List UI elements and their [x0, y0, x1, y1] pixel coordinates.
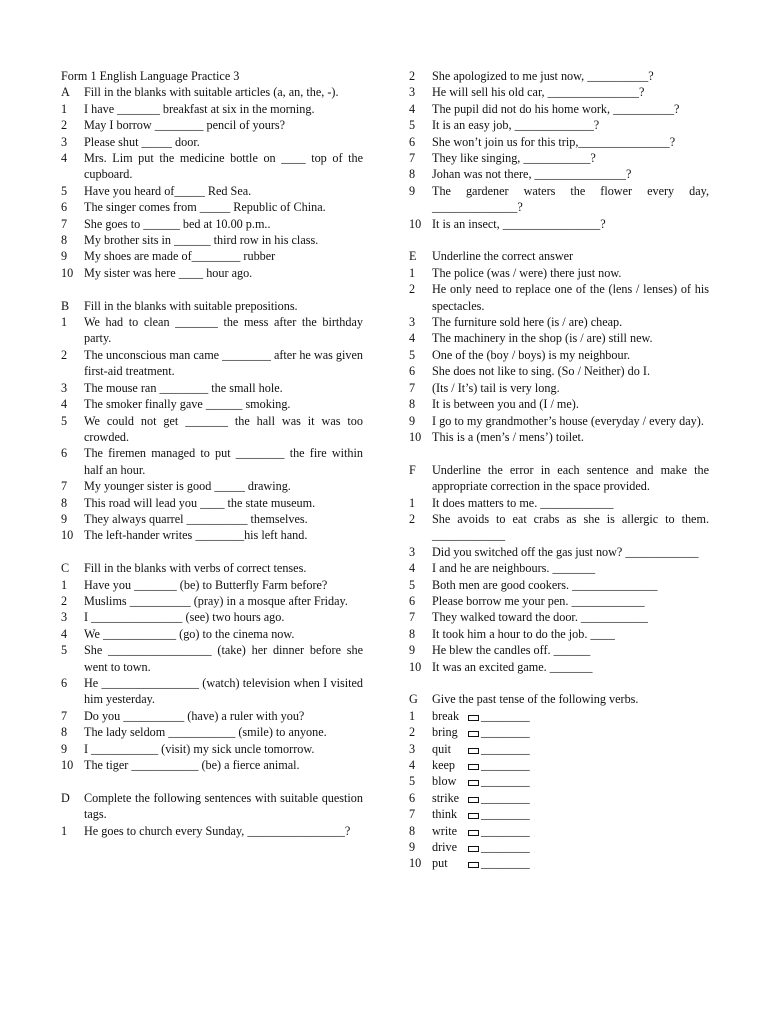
verb-word: blow	[432, 774, 457, 789]
question-number: 2	[61, 347, 68, 362]
question-text: We could not get _______ the hall was it was too crowded.	[84, 413, 363, 444]
verb-item	[409, 806, 709, 822]
answer-blank	[468, 855, 709, 871]
question-item	[61, 380, 363, 396]
question-item	[61, 757, 363, 773]
question-text: We had to clean _______ the mess after the birthday party.	[84, 315, 363, 346]
question-item	[61, 609, 363, 625]
question-number: 9	[61, 249, 68, 264]
question-item	[61, 265, 363, 281]
question-text: Please shut _____ door.	[84, 134, 200, 149]
question-text: He will sell his old car, _______________?	[432, 85, 645, 100]
question-number: 6	[409, 134, 416, 149]
question-number: 9	[61, 741, 68, 756]
question-item	[409, 183, 709, 216]
question-text: They always quarrel __________ themselves.	[84, 511, 308, 526]
section-a	[61, 84, 363, 281]
section-instruction: Complete the following sentences with suitable question tags.	[84, 790, 363, 822]
verb-word: write	[432, 823, 458, 838]
question-number: 4	[61, 626, 68, 641]
question-text: The left-hander writes ________his left hand.	[84, 528, 308, 543]
question-number: 5	[409, 118, 416, 133]
question-item	[409, 166, 709, 182]
question-text: I go to my grandmother’s house (everyday / every day).	[432, 413, 704, 428]
question-text: The singer comes from _____ Republic of China.	[84, 200, 326, 215]
question-number: 2	[61, 118, 68, 133]
question-text: Have you heard of_____ Red Sea.	[84, 183, 252, 198]
question-item	[61, 347, 363, 380]
answer-line: ________	[481, 741, 530, 756]
answer-box-icon	[468, 846, 479, 852]
question-item	[409, 429, 709, 445]
verb-item	[409, 708, 709, 724]
question-number: 5	[409, 774, 416, 789]
section-instruction: Give the past tense of the following verbs.	[432, 692, 639, 707]
question-number: 1	[61, 101, 68, 116]
question-number: 2	[409, 69, 416, 83]
answer-blank	[468, 757, 709, 773]
question-item	[409, 150, 709, 166]
question-text: They like singing, ___________?	[432, 151, 596, 166]
question-text: We ____________ (go) to the cinema now.	[84, 626, 295, 641]
question-item	[61, 199, 363, 215]
question-item	[409, 642, 709, 658]
question-item	[61, 495, 363, 511]
question-item	[409, 593, 709, 609]
question-text: The gardener waters the flower every day, ______________?	[432, 183, 709, 215]
section-letter: C	[61, 561, 70, 576]
right-column	[409, 68, 709, 888]
question-number: 9	[409, 413, 416, 428]
question-number: 1	[61, 577, 68, 592]
section-instruction: Fill in the blanks with verbs of correct tenses.	[84, 561, 307, 576]
question-text: He goes to church every Sunday, ________________?	[84, 823, 351, 838]
answer-blank	[468, 806, 709, 822]
answer-box-icon	[468, 797, 479, 803]
question-number: 3	[409, 85, 416, 100]
worksheet-title: Form 1 English Language Practice 3	[61, 69, 240, 83]
question-text: It does matters to me. ____________	[432, 495, 614, 510]
answer-blank	[468, 708, 709, 724]
answer-box-icon	[468, 764, 479, 770]
question-item	[61, 183, 363, 199]
answer-line: ________	[481, 840, 530, 855]
question-text: This road will lead you ____ the state museum.	[84, 495, 316, 510]
question-number: 9	[61, 511, 68, 526]
section-heading	[409, 248, 709, 264]
section-c	[61, 560, 363, 773]
question-item	[61, 593, 363, 609]
question-number: 8	[409, 167, 416, 182]
verb-word: keep	[432, 758, 456, 773]
section-e	[409, 248, 709, 445]
question-text: Both men are good cookers. ______________	[432, 577, 658, 592]
question-text: My younger sister is good _____ drawing.	[84, 479, 291, 494]
question-text: May I borrow ________ pencil of yours?	[84, 118, 286, 133]
question-item	[61, 101, 363, 117]
question-item	[61, 577, 363, 593]
section-letter: D	[61, 790, 70, 805]
question-item	[61, 626, 363, 642]
section-letter: B	[61, 298, 70, 313]
question-item	[61, 675, 363, 708]
question-item	[409, 101, 709, 117]
question-text: She goes to ______ bed at 10.00 p.m..	[84, 216, 271, 231]
question-number: 1	[409, 708, 416, 723]
answer-line: ________	[481, 708, 530, 723]
question-number: 10	[409, 216, 422, 231]
question-text: Did you switched off the gas just now? ____________	[432, 544, 699, 559]
question-number: 3	[61, 134, 68, 149]
question-text: They walked toward the door. ___________	[432, 610, 648, 625]
question-number: 7	[61, 216, 68, 231]
question-item	[409, 396, 709, 412]
question-item	[61, 314, 363, 347]
question-number: 3	[409, 741, 416, 756]
question-item	[409, 84, 709, 100]
question-text: It is an easy job, _____________?	[432, 118, 600, 133]
answer-line: ________	[481, 856, 530, 871]
question-number: 10	[409, 429, 422, 444]
question-number: 6	[61, 200, 68, 215]
section-letter: A	[61, 85, 70, 100]
question-number: 3	[61, 610, 68, 625]
section-letter: E	[409, 249, 417, 264]
section-b	[61, 298, 363, 544]
section-heading	[409, 691, 709, 707]
question-number: 6	[409, 790, 416, 805]
answer-line: ________	[481, 725, 530, 740]
question-number: 8	[61, 725, 68, 740]
question-item	[409, 281, 709, 314]
section-heading	[61, 560, 363, 576]
question-item	[61, 708, 363, 724]
answer-line: ________	[481, 790, 530, 805]
question-number: 8	[409, 397, 416, 412]
question-text: It took him a hour to do the job. ____	[432, 626, 615, 641]
question-number: 4	[409, 561, 416, 576]
section-heading	[409, 462, 709, 495]
question-text: My brother sits in ______ third row in his class.	[84, 233, 319, 248]
question-number: 6	[61, 446, 68, 461]
answer-blank	[468, 790, 709, 806]
verb-word: break	[432, 708, 460, 723]
question-number: 7	[61, 479, 68, 494]
question-number: 4	[409, 101, 416, 116]
section-d	[61, 790, 363, 839]
question-number: 5	[61, 183, 68, 198]
question-text: My shoes are made of________ rubber	[84, 249, 276, 264]
question-text: Mrs. Lim put the medicine bottle on ____ top of the cupboard.	[84, 151, 363, 182]
question-text: Please borrow me your pen. ____________	[432, 593, 645, 608]
answer-line: ________	[481, 774, 530, 789]
question-number: 8	[61, 495, 68, 510]
verb-word: strike	[432, 790, 460, 805]
verb-item	[409, 757, 709, 773]
question-item	[409, 495, 709, 511]
question-text: He only need to replace one of the (lens / lenses) of his spectacles.	[432, 282, 709, 313]
section-heading	[61, 790, 363, 823]
section-g	[409, 691, 709, 871]
verb-item	[409, 855, 709, 871]
question-item	[61, 248, 363, 264]
question-number: 7	[409, 610, 416, 625]
answer-box-icon	[468, 780, 479, 786]
question-item	[409, 626, 709, 642]
section-heading	[61, 298, 363, 314]
question-text: She won’t join us for this trip,_______________?	[432, 134, 676, 149]
answer-blank	[468, 823, 709, 839]
question-number: 1	[409, 495, 416, 510]
question-text: It is an insect, ________________?	[432, 216, 606, 231]
question-text: The smoker finally gave ______ smoking.	[84, 397, 291, 412]
question-item	[61, 396, 363, 412]
answer-box-icon	[468, 715, 479, 721]
question-number: 1	[61, 315, 68, 330]
question-item	[409, 68, 709, 84]
question-text: I _______________ (see) two hours ago.	[84, 610, 285, 625]
question-item	[409, 265, 709, 281]
verb-item	[409, 839, 709, 855]
question-number: 2	[61, 593, 68, 608]
answer-box-icon	[468, 731, 479, 737]
verb-word: bring	[432, 725, 458, 740]
question-item	[61, 527, 363, 543]
verb-word: think	[432, 807, 458, 822]
question-item	[409, 347, 709, 363]
verb-word: put	[432, 856, 448, 871]
section-heading	[61, 84, 363, 100]
question-item	[409, 560, 709, 576]
question-item	[61, 478, 363, 494]
section-instruction: Underline the correct answer	[432, 249, 574, 264]
verb-item	[409, 741, 709, 757]
question-number: 5	[61, 643, 68, 658]
question-item	[409, 363, 709, 379]
question-number: 7	[409, 151, 416, 166]
section-f	[409, 462, 709, 675]
verb-item	[409, 724, 709, 740]
question-text: (Its / It’s) tail is very long.	[432, 380, 560, 395]
question-text: The furniture sold here (is / are) cheap.	[432, 315, 623, 330]
question-number: 2	[409, 282, 416, 297]
question-text: I ___________ (visit) my sick uncle tomorrow.	[84, 741, 315, 756]
question-number: 4	[61, 397, 68, 412]
right-sections	[409, 248, 709, 675]
answer-box-icon	[468, 748, 479, 754]
question-text: Muslims __________ (pray) in a mosque after Friday.	[84, 593, 348, 608]
answer-box-icon	[468, 813, 479, 819]
question-text: The police (was / were) there just now.	[432, 265, 622, 280]
section-letter: G	[409, 692, 418, 707]
question-number: 9	[409, 643, 416, 658]
question-number: 1	[409, 265, 416, 280]
answer-blank	[468, 773, 709, 789]
answer-blank	[468, 741, 709, 757]
answer-line: ________	[481, 758, 530, 773]
verb-word: quit	[432, 741, 451, 756]
question-text: The tiger ___________ (be) a fierce animal.	[84, 758, 300, 773]
question-text: My sister was here ____ hour ago.	[84, 265, 253, 280]
verb-word: drive	[432, 840, 458, 855]
question-number: 4	[61, 151, 68, 166]
question-text: The lady seldom ___________ (smile) to anyone.	[84, 725, 327, 740]
question-number: 8	[61, 233, 68, 248]
answer-blank	[468, 724, 709, 740]
question-text: Johan was not there, _______________?	[432, 167, 632, 182]
question-item	[409, 413, 709, 429]
answer-line: ________	[481, 823, 530, 838]
question-text: The unconscious man came ________ after he was given first-aid treatment.	[84, 347, 363, 379]
question-number: 10	[61, 528, 74, 543]
question-item	[409, 609, 709, 625]
question-number: 6	[61, 676, 68, 690]
question-item	[61, 823, 363, 839]
question-number: 10	[61, 265, 74, 280]
left-column	[61, 68, 363, 855]
answer-line: ________	[481, 807, 530, 822]
question-text: The pupil did not do his home work, __________?	[432, 101, 680, 116]
question-item	[61, 216, 363, 232]
question-number: 6	[409, 593, 416, 608]
question-number: 2	[409, 725, 416, 740]
question-item	[61, 511, 363, 527]
question-number: 8	[409, 823, 416, 838]
verb-item	[409, 790, 709, 806]
section-instruction: Fill in the blanks with suitable articles (a, an, the, -).	[84, 85, 339, 100]
question-item	[61, 117, 363, 133]
question-text: She avoids to eat crabs as she is allergic to them. ____________	[432, 511, 709, 543]
question-number: 5	[61, 413, 68, 428]
question-number: 7	[409, 380, 416, 395]
question-item	[409, 314, 709, 330]
question-item	[61, 413, 363, 446]
question-item	[61, 642, 363, 675]
question-number: 4	[409, 331, 416, 346]
answer-box-icon	[468, 862, 479, 868]
question-text: He blew the candles off. ______	[432, 643, 591, 658]
answer-box-icon	[468, 830, 479, 836]
question-number: 3	[409, 544, 416, 559]
section-instruction: Fill in the blanks with suitable prepositions.	[84, 298, 298, 313]
question-number: 8	[409, 626, 416, 641]
question-text: She apologized to me just now, __________?	[432, 69, 654, 83]
question-text: The mouse ran ________ the small hole.	[84, 380, 283, 395]
question-item	[61, 150, 363, 183]
question-item	[409, 134, 709, 150]
question-number: 6	[409, 364, 416, 379]
question-item	[409, 577, 709, 593]
question-text: I have _______ breakfast at six in the morning.	[84, 101, 315, 116]
section-letter: F	[409, 462, 416, 477]
question-item	[409, 216, 709, 232]
question-number: 10	[409, 856, 422, 871]
question-item	[61, 724, 363, 740]
question-number: 9	[409, 840, 416, 855]
question-number: 3	[61, 380, 68, 395]
question-text: She _________________ (take) her dinner before she went to town.	[84, 643, 363, 674]
question-text: He ________________ (watch) television when I visited him yesterday.	[84, 676, 363, 707]
question-item	[409, 659, 709, 675]
question-number: 2	[409, 511, 416, 526]
question-text: It is between you and (I / me).	[432, 397, 579, 412]
question-item	[61, 445, 363, 478]
question-text: Do you __________ (have) a ruler with you?	[84, 708, 305, 723]
question-item	[409, 380, 709, 396]
question-number: 4	[409, 758, 416, 773]
question-text: I and he are neighbours. _______	[432, 561, 596, 576]
question-number: 7	[409, 807, 416, 822]
question-text: This is a (men’s / mens’) toilet.	[432, 429, 584, 444]
question-number: 10	[61, 758, 74, 773]
question-number: 3	[409, 315, 416, 330]
question-item	[409, 544, 709, 560]
verb-item	[409, 773, 709, 789]
question-text: The firemen managed to put ________ the fire within half an hour.	[84, 446, 363, 477]
question-text: She does not like to sing. (So / Neither) do I.	[432, 364, 650, 379]
question-number: 5	[409, 577, 416, 592]
question-number: 9	[409, 183, 416, 198]
question-number: 5	[409, 347, 416, 362]
question-item	[409, 511, 709, 544]
section-instruction: Underline the error in each sentence and make the appropriate correction in the space provided.	[432, 462, 709, 494]
question-item	[409, 330, 709, 346]
answer-blank	[468, 839, 709, 855]
question-item	[409, 117, 709, 133]
question-item	[61, 232, 363, 248]
question-text: The machinery in the shop (is / are) still new.	[432, 331, 653, 346]
question-number: 7	[61, 708, 68, 723]
verb-item	[409, 823, 709, 839]
question-text: It was an excited game. _______	[432, 659, 593, 674]
question-item	[61, 134, 363, 150]
section-d-continued	[409, 68, 709, 232]
left-sections	[61, 84, 363, 839]
question-number: 1	[61, 823, 68, 838]
question-number: 10	[409, 659, 422, 674]
question-text: One of the (boy / boys) is my neighbour.	[432, 347, 631, 362]
question-text: Have you _______ (be) to Butterfly Farm before?	[84, 577, 328, 592]
question-item	[61, 741, 363, 757]
